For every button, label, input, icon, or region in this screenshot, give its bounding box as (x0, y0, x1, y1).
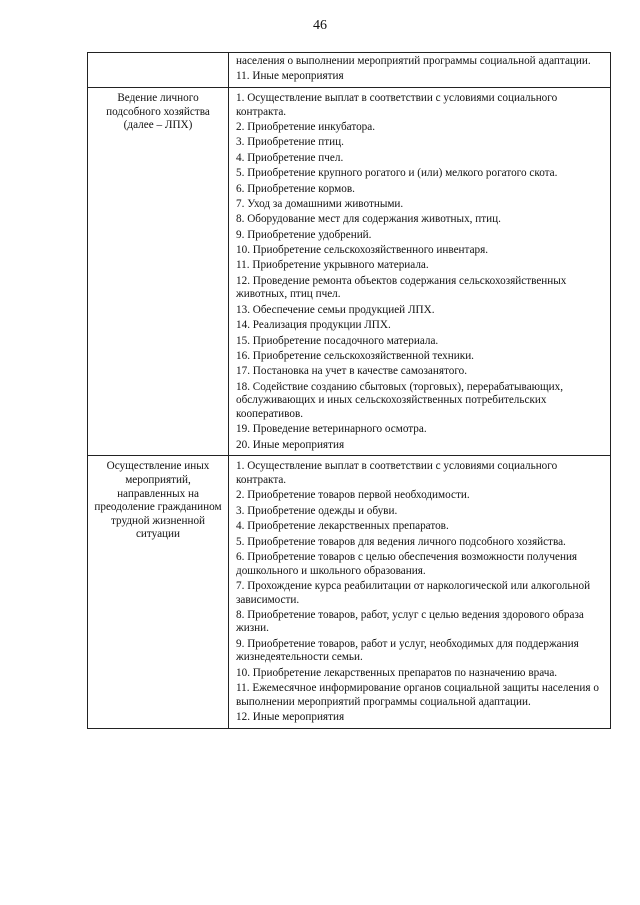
list-item: 13. Обеспечение семьи продукцией ЛПХ. (236, 303, 435, 316)
measure-category-cell (88, 87, 229, 455)
list-item: 4. Приобретение лекарственных препаратов. (236, 520, 449, 533)
measure-category-label: Осуществление иных мероприятий, направленных на преодоление гражданином трудной жизненной ситуации (94, 460, 222, 541)
list-item: 11. Иные мероприятия (236, 70, 344, 83)
page-number: 46 (313, 18, 327, 33)
measures-table (87, 52, 611, 729)
measure-category-label: Ведение личного подсобного хозяйства (далее – ЛПХ) (106, 91, 210, 132)
list-item: 4. Приобретение пчел. (236, 151, 344, 164)
measure-category-cell (88, 53, 229, 88)
table-row (88, 53, 611, 88)
list-item: 8. Оборудование мест для содержания животных, птиц. (236, 213, 501, 226)
list-item: 6. Приобретение кормов. (236, 182, 355, 195)
list-item: 18. Содействие созданию сбытовых (торговых), перерабатывающих, обслуживающих и иных сельскохозяйственных потребительских кооперативов. (236, 380, 564, 420)
list-item: 16. Приобретение сельскохозяйственной техники. (236, 350, 474, 363)
list-item: 5. Приобретение крупного рогатого и (или) мелкого рогатого скота. (236, 167, 558, 180)
list-item: 8. Приобретение товаров, работ, услуг с целью ведения здорового образа жизни. (236, 608, 584, 635)
list-item: 19. Проведение ветеринарного осмотра. (236, 423, 427, 436)
list-item: 3. Приобретение птиц. (236, 136, 344, 149)
list-item: населения о выполнении мероприятий программы социальной адаптации. (236, 55, 591, 67)
list-item: 5. Приобретение товаров для ведения личного подсобного хозяйства. (236, 535, 566, 548)
list-item: 11. Ежемесячное информирование органов социальной защиты населения о выполнении мероприятий программы социальной адаптации. (236, 682, 599, 708)
list-item: 1. Осуществление выплат в соответствии с условиями социального контракта. (236, 91, 558, 118)
list-item: 10. Приобретение сельскохозяйственного инвентаря. (236, 244, 489, 257)
list-item: 1. Осуществление выплат в соответствии с условиями социального контракта. (236, 460, 558, 486)
measure-list-cell (229, 456, 611, 728)
table-row (88, 87, 611, 455)
measures-table-body (88, 53, 611, 729)
list-item: 9. Приобретение удобрений. (236, 228, 372, 241)
measure-list-cell (229, 87, 611, 455)
list-item: 12. Иные мероприятия (236, 711, 345, 724)
list-item: 2. Приобретение товаров первой необходимости. (236, 489, 470, 502)
list-item: 7. Уход за домашними животными. (236, 197, 404, 210)
list-item: 3. Приобретение одежды и обуви. (236, 504, 398, 517)
list-item: 9. Приобретение товаров, работ и услуг, необходимых для поддержания жизнедеятельности семьи. (236, 637, 579, 664)
list-item: 6. Приобретение товаров с целью обеспечения возможности получения дошкольного и школьного образования. (236, 550, 578, 577)
list-item: 17. Постановка на учет в качестве самозанятого. (236, 365, 468, 378)
list-item: 2. Приобретение инкубатора. (236, 120, 376, 133)
list-item: 11. Приобретение укрывного материала. (236, 259, 429, 272)
table-row (88, 456, 611, 728)
list-item: 14. Реализация продукции ЛПХ. (236, 319, 391, 332)
list-item: 15. Приобретение посадочного материала. (236, 334, 439, 347)
list-item: 12. Проведение ремонта объектов содержания сельскохозяйственных животных, птиц пчел. (236, 274, 567, 301)
list-item: 20. Иные мероприятия (236, 438, 345, 451)
list-item: 7. Прохождение курса реабилитации от наркологической или алкогольной зависимости. (236, 579, 591, 606)
measure-list-cell (229, 53, 611, 88)
measure-category-cell (88, 456, 229, 728)
list-item: 10. Приобретение лекарственных препаратов по назначению врача. (236, 666, 558, 679)
